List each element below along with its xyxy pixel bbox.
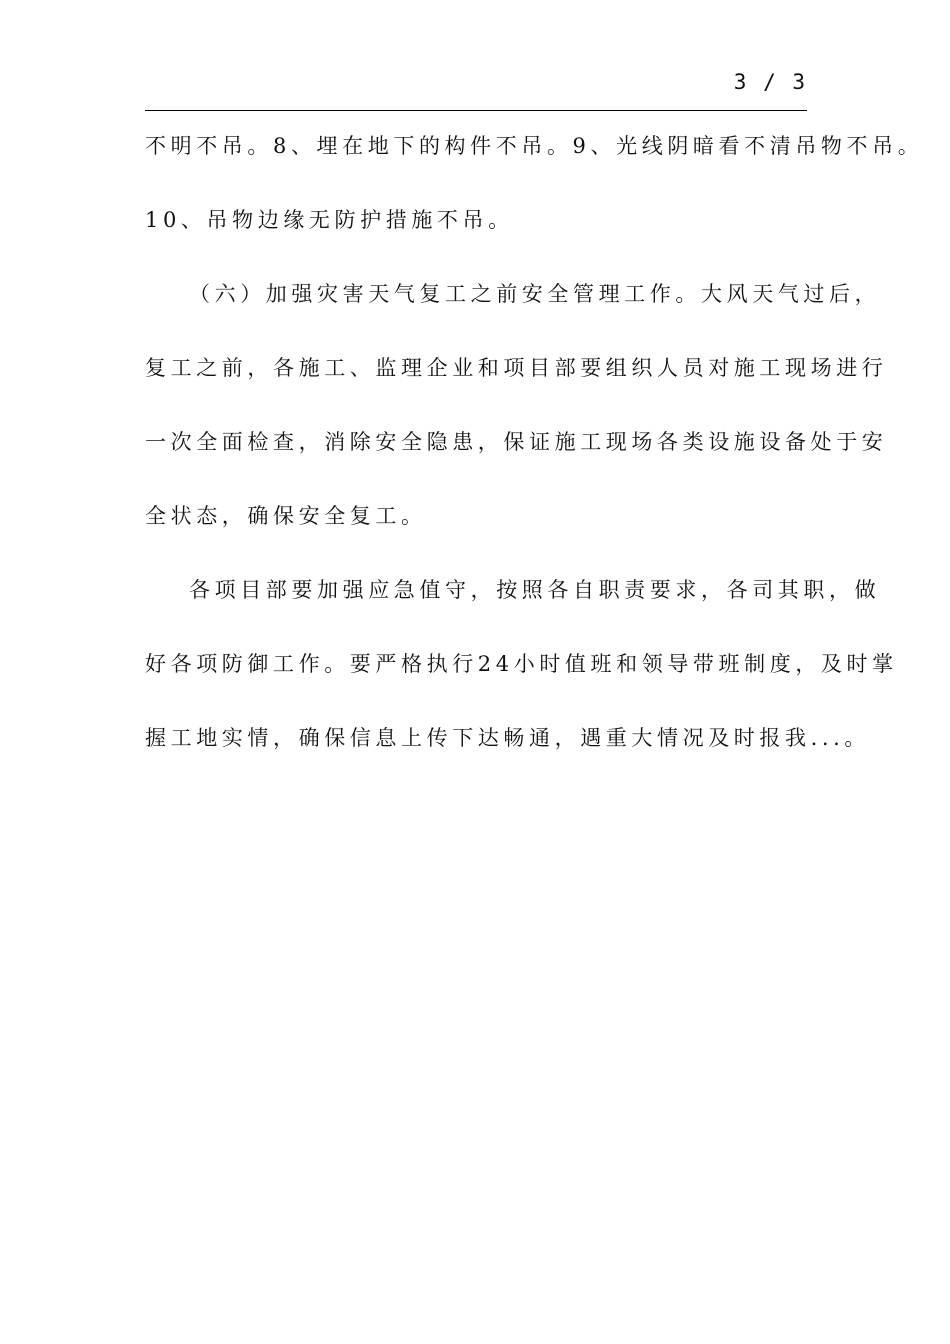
document-body bbox=[145, 128, 924, 794]
text-line: 10、吊物边缘无防护措施不吊。 bbox=[145, 208, 514, 232]
text-line: 好各项防御工作。要严格执行24小时值班和领导带班制度，及时掌 bbox=[145, 652, 898, 676]
paragraph-start-line: 各项目部要加强应急值守，按照各自职责要求，各司其职，做 bbox=[189, 578, 881, 602]
text-line: 握工地实情，确保信息上传下达畅通，遇重大情况及时报我...。 bbox=[145, 726, 871, 750]
text-line: 全状态，确保安全复工。 bbox=[145, 504, 427, 528]
paragraph-start-line: （六）加强灾害天气复工之前安全管理工作。大风天气过后， bbox=[189, 282, 881, 306]
text-line: 不明不吊。8、埋在地下的构件不吊。9、光线阴暗看不清吊物不吊。 bbox=[145, 134, 924, 158]
header-rule bbox=[145, 110, 807, 111]
text-line: 复工之前，各施工、监理企业和项目部要组织人员对施工现场进行 bbox=[145, 356, 888, 380]
page-number: 3 / 3 bbox=[733, 70, 807, 94]
text-line: 一次全面检查，消除安全隐患，保证施工现场各类设施设备处于安 bbox=[145, 430, 888, 454]
